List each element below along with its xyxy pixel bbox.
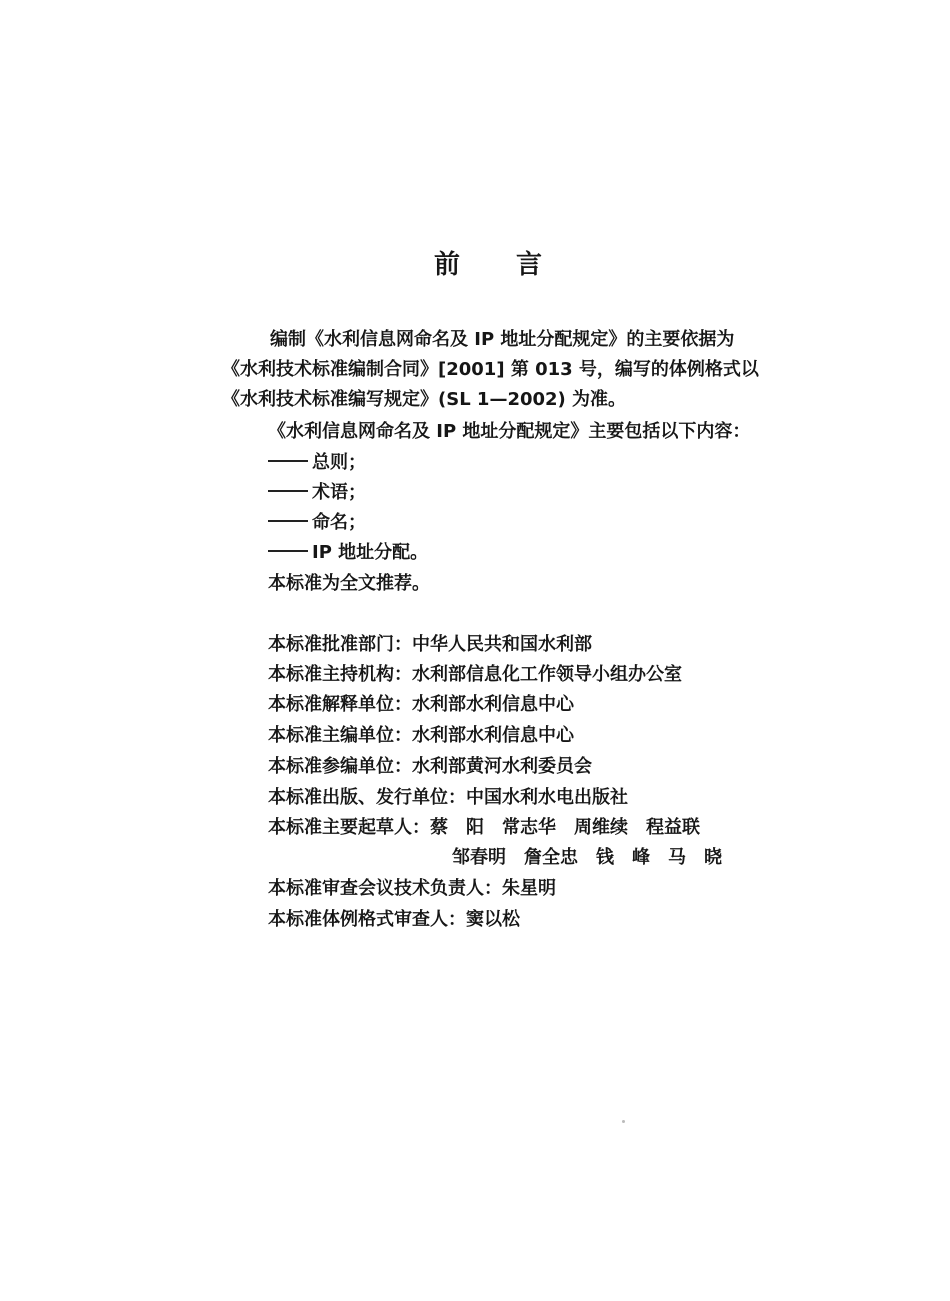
credit-approval: 本标准批准部门：中华人民共和国水利部 bbox=[268, 634, 592, 655]
em-dash bbox=[268, 490, 308, 492]
drafters-names-1: 蔡 阳 常志华 周维续 程益联 bbox=[430, 817, 700, 838]
contents-item: 总则； bbox=[268, 451, 366, 475]
contents-intro: 《水利信息网命名及 IP 地址分配规定》主要包括以下内容： bbox=[268, 421, 751, 442]
em-dash bbox=[268, 520, 308, 522]
contents-item: IP 地址分配。 bbox=[268, 541, 428, 565]
drafters-names-2: 邹春明 詹全忠 钱 峰 马 晓 bbox=[452, 847, 722, 868]
credit-drafters bbox=[268, 816, 700, 840]
em-dash bbox=[268, 550, 308, 552]
credit-co-editor: 本标准参编单位：水利部黄河水利委员会 bbox=[268, 756, 592, 777]
credit-review-lead: 本标准审查会议技术负责人：朱星明 bbox=[268, 878, 556, 899]
credit-format-reviewer: 本标准体例格式审查人：窦以松 bbox=[268, 909, 520, 930]
page-speck bbox=[622, 1120, 625, 1123]
credit-host: 本标准主持机构：水利部信息化工作领导小组办公室 bbox=[268, 664, 682, 685]
contents-item: 命名； bbox=[268, 511, 366, 535]
recommendation-text: 本标准为全文推荐。 bbox=[268, 573, 430, 594]
credit-publisher: 本标准出版、发行单位：中国水利水电出版社 bbox=[268, 787, 628, 808]
credit-chief-editor: 本标准主编单位：水利部水利信息中心 bbox=[268, 725, 574, 746]
credit-interpreter: 本标准解释单位：水利部水利信息中心 bbox=[268, 694, 574, 715]
intro-line-1: 编制《水利信息网命名及 IP 地址分配规定》的主要依据为 bbox=[270, 329, 735, 350]
contents-item: 术语； bbox=[268, 481, 366, 505]
intro-line-2: 《水利技术标准编制合同》[2001] 第 013 号，编写的体例格式以 bbox=[222, 359, 759, 380]
em-dash bbox=[268, 460, 308, 462]
drafters-label: 本标准主要起草人： bbox=[268, 817, 430, 838]
intro-line-3: 《水利技术标准编写规定》(SL 1—2002) 为准。 bbox=[222, 389, 627, 410]
page-title: 前言 bbox=[433, 250, 598, 280]
